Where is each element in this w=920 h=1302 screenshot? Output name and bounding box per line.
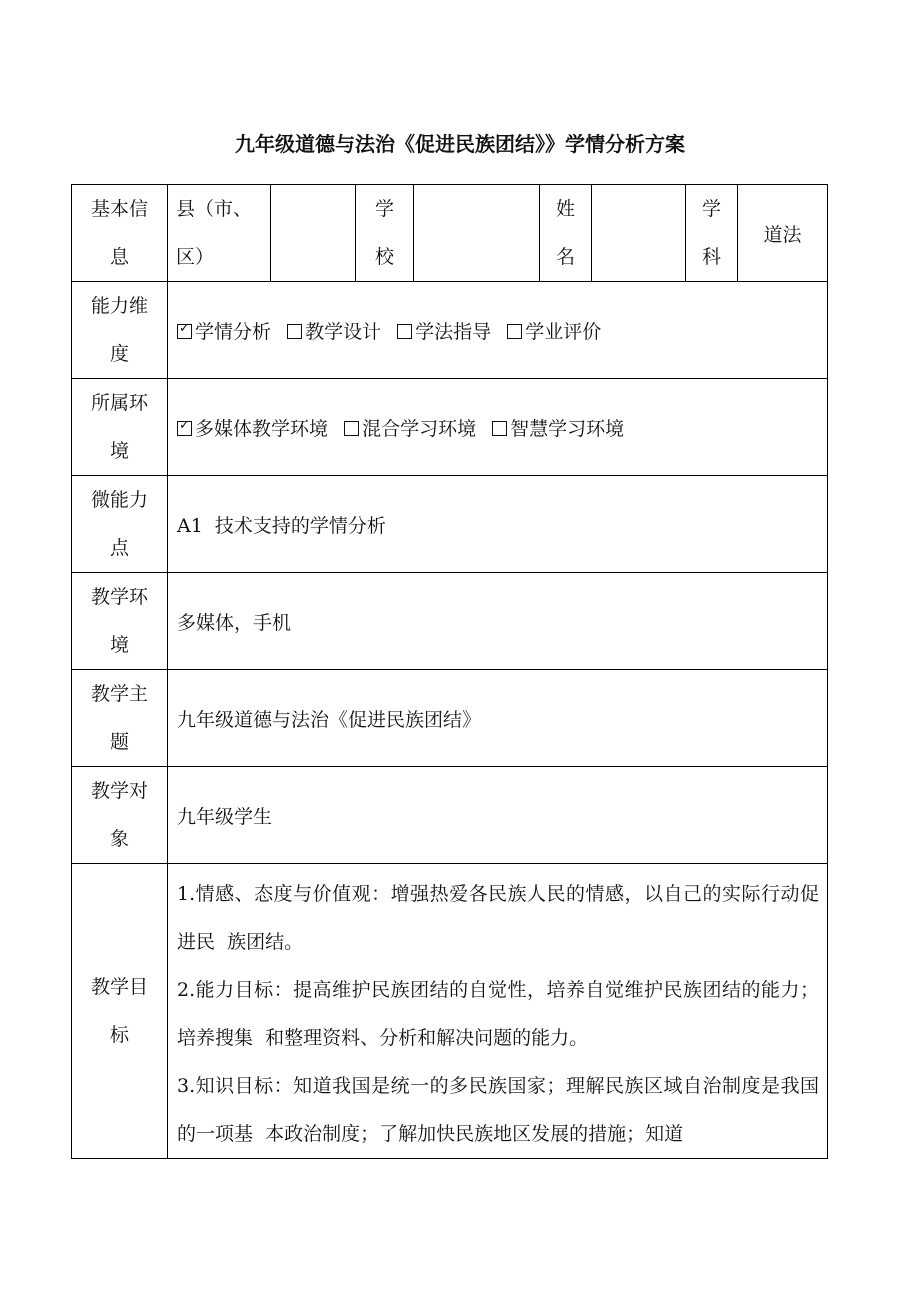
environment-option-3[interactable]: 智慧学习环境	[492, 418, 624, 440]
subject-value: 道法	[738, 185, 828, 282]
county-label: 县（市、 区）	[168, 185, 271, 282]
environment-row	[72, 379, 828, 476]
teaching-environment-row	[72, 573, 828, 670]
subject-label: 学 科	[686, 185, 738, 282]
ability-option-3[interactable]: 学法指导	[397, 321, 491, 343]
page-title: 九年级道德与法治《促进民族团结》》学情分析方案	[235, 132, 685, 156]
objective-item: 3.知识目标：知道我国是统一的多民族国家；理解民族区域自治制度是我国的一项基 本政治制度；了解加快民族地区发展的措施；知道	[177, 1075, 819, 1145]
ability-label: 能力维 度	[72, 282, 168, 379]
teaching-environment-value: 多媒体，手机	[168, 573, 828, 670]
school-value[interactable]	[414, 185, 540, 282]
county-value[interactable]	[271, 185, 356, 282]
ability-option-4[interactable]: 学业评价	[507, 321, 601, 343]
name-label: 姓 名	[540, 185, 592, 282]
objectives-label: 教学目 标	[72, 864, 168, 1159]
teaching-target-label: 教学对 象	[72, 767, 168, 864]
micro-ability-row	[72, 476, 828, 573]
environment-option-2[interactable]: 混合学习环境	[344, 418, 476, 440]
teaching-target-value: 九年级学生	[168, 767, 828, 864]
school-label: 学 校	[356, 185, 414, 282]
ability-options	[168, 282, 828, 379]
environment-option-1[interactable]: ✓多媒体教学环境	[177, 418, 328, 440]
objective-item: 2.能力目标：提高维护民族团结的自觉性，培养自觉维护民族团结的能力；培养搜集 和整理资料、分析和解决问题的能力。	[177, 979, 819, 1049]
teaching-theme-value: 九年级道德与法治《促进民族团结》	[168, 670, 828, 767]
ability-option-2[interactable]: 教学设计	[287, 321, 381, 343]
ability-option-1[interactable]: ✓学情分析	[177, 321, 271, 343]
name-value[interactable]	[592, 185, 686, 282]
environment-options	[168, 379, 828, 476]
teaching-theme-row	[72, 670, 828, 767]
checkbox-icon[interactable]	[492, 421, 507, 436]
checkbox-icon[interactable]	[397, 324, 412, 339]
objective-item: 1.情感、态度与价值观：增强热爱各民族人民的情感，以自己的实际行动促进民 族团结。	[177, 883, 819, 953]
micro-ability-value: A1 技术支持的学情分析	[168, 476, 828, 573]
basic-info-row	[72, 185, 828, 282]
checkbox-icon[interactable]	[344, 421, 359, 436]
teaching-environment-label: 教学环 境	[72, 573, 168, 670]
teaching-target-row	[72, 767, 828, 864]
ability-row	[72, 282, 828, 379]
checkbox-icon[interactable]	[287, 324, 302, 339]
checkbox-icon[interactable]	[507, 324, 522, 339]
objectives-row	[72, 864, 828, 1159]
teaching-theme-label: 教学主 题	[72, 670, 168, 767]
analysis-table	[71, 184, 828, 1159]
micro-ability-label: 微能力 点	[72, 476, 168, 573]
basic-info-label: 基本信 息	[72, 185, 168, 282]
environment-label: 所属环 境	[72, 379, 168, 476]
checkbox-checked-icon[interactable]	[177, 421, 192, 436]
checkbox-checked-icon[interactable]	[177, 324, 192, 339]
objectives-content	[168, 864, 828, 1159]
